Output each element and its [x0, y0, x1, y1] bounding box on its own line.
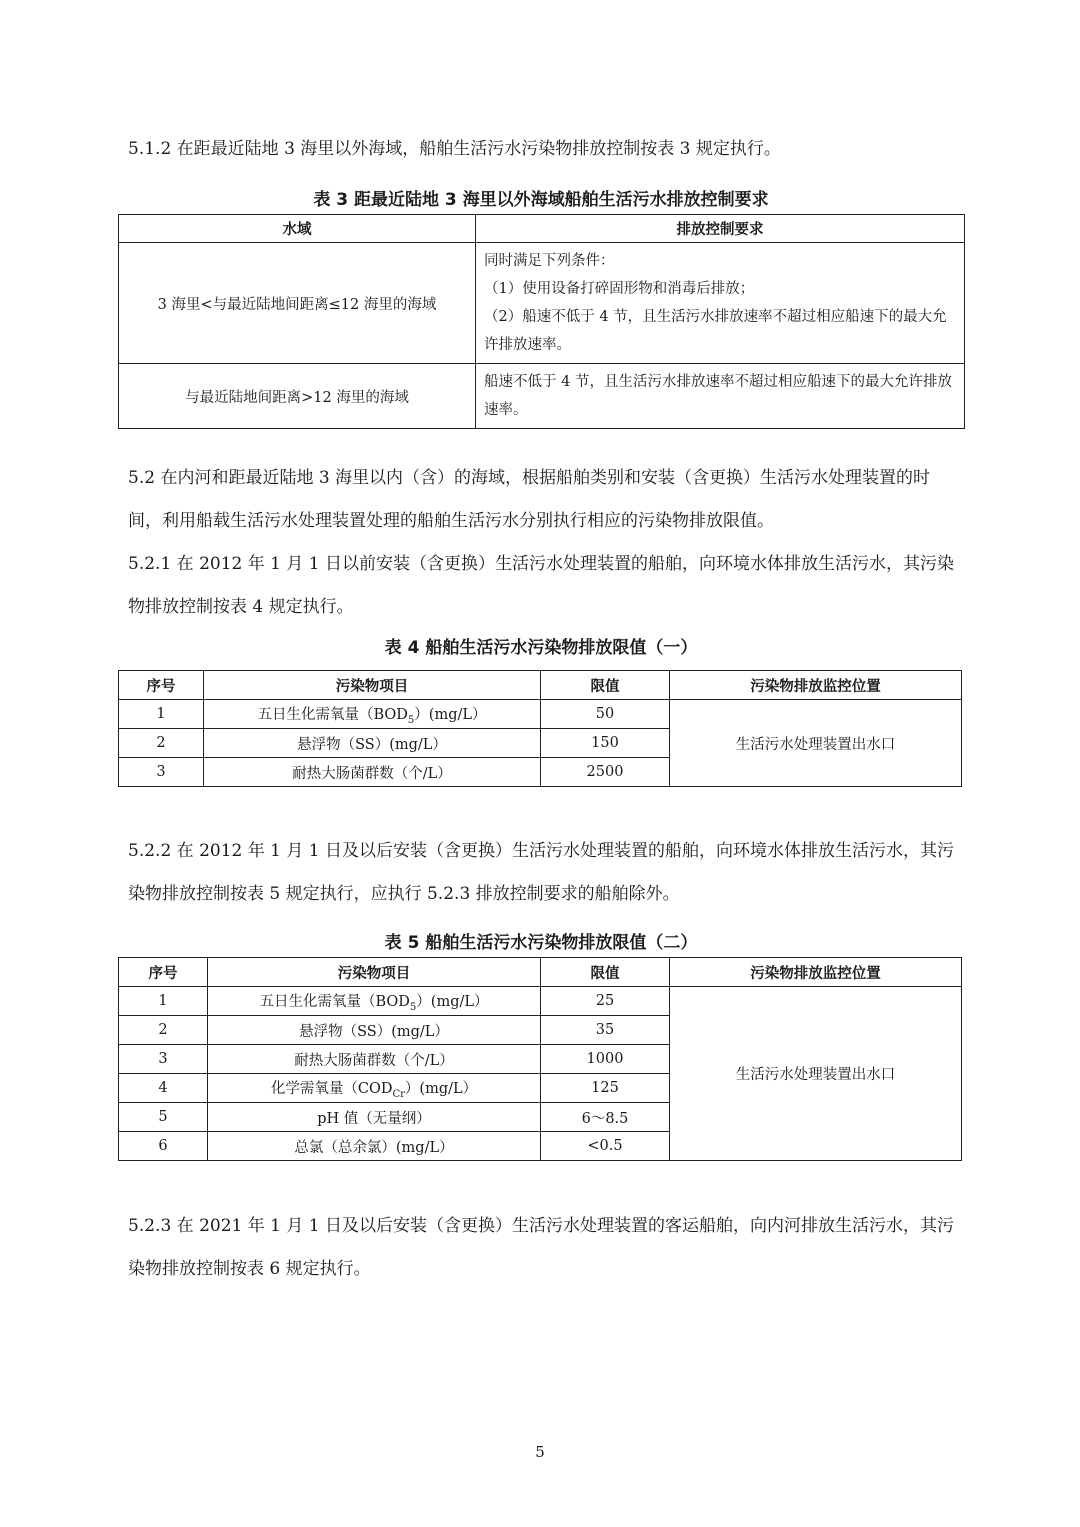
table5-header-item: 污染物项目 [208, 958, 541, 987]
limit-value: 50 [541, 700, 670, 729]
row-number: 1 [119, 987, 208, 1016]
pollutant-item: 耐热大肠菌群数（个/L） [204, 758, 541, 787]
row-number: 5 [119, 1103, 208, 1132]
table4-header-location: 污染物排放监控位置 [670, 671, 962, 700]
table5 [118, 957, 962, 1161]
table-row [119, 700, 962, 729]
row-number: 2 [119, 729, 204, 758]
table-row [119, 243, 965, 364]
row-number: 4 [119, 1074, 208, 1103]
table3-area-cell: 与最近陆地间距离>12 海里的海域 [119, 364, 476, 429]
table3-area-cell: 3 海里<与最近陆地间距离≤12 海里的海域 [119, 243, 476, 364]
limit-value: 2500 [541, 758, 670, 787]
monitoring-location: 生活污水处理装置出水口 [670, 700, 962, 787]
monitoring-location: 生活污水处理装置出水口 [670, 987, 962, 1161]
table3-requirement-cell [476, 364, 965, 429]
pollutant-item: 五日生化需氧量$(BOD_5)(mg/L)$ [204, 700, 541, 729]
table4-caption: 表 4 船舶生活污水污染物排放限值（一） [384, 638, 698, 658]
limit-value: 150 [541, 729, 670, 758]
pollutant-item: 总氯（总余氯）(mg/L） [208, 1132, 541, 1161]
requirement-line: （2）船速不低于 4 节，且生活污水排放速率不超过相应船速下的最大允许排放速率。 [484, 309, 947, 353]
table5-caption: 表 5 船舶生活污水污染物排放限值（二） [384, 933, 698, 953]
table5-header-limit: 限值 [541, 958, 670, 987]
pollutant-item: pH 值（无量纲） [208, 1103, 541, 1132]
table3-requirement-cell [476, 243, 965, 364]
table4 [118, 670, 962, 787]
table3 [118, 214, 965, 429]
row-number: 1 [119, 700, 204, 729]
page-number: 5 [535, 1443, 545, 1461]
paragraph-5-2-1: 5.2.1 在 2012 年 1 月 1 日以前安装（含更换）生活污水处理装置的船舶，向环境水体排放生活污水，其污染物排放控制按表 4 规定执行。 [128, 554, 954, 617]
limit-value: 25 [541, 987, 670, 1016]
pollutant-item: 耐热大肠菌群数（个/L） [208, 1045, 541, 1074]
requirement-line: （1）使用设备打碎固形物和消毒后排放； [484, 281, 755, 297]
pollutant-item: 化学需氧量$(COD_{Cr})(mg/L)$ [208, 1074, 541, 1103]
limit-value: <0.5 [541, 1132, 670, 1161]
requirement-line: 船速不低于 4 节，且生活污水排放速率不超过相应船速下的最大允许排放速率。 [484, 374, 952, 418]
table4-header-limit: 限值 [541, 671, 670, 700]
pollutant-item: 五日生化需氧量$(BOD_5)(mg/L)$ [208, 987, 541, 1016]
row-number: 2 [119, 1016, 208, 1045]
paragraph-5-2-3: 5.2.3 在 2021 年 1 月 1 日及以后安装（含更换）生活污水处理装置的客运船舶，向内河排放生活污水，其污染物排放控制按表 6 规定执行。 [128, 1216, 954, 1279]
requirement-line: 同时满足下列条件： [484, 253, 615, 269]
table3-caption: 表 3 距最近陆地 3 海里以外海域船舶生活污水排放控制要求 [313, 190, 769, 210]
table-row [119, 364, 965, 429]
paragraph-5-2: 5.2 在内河和距最近陆地 3 海里以内（含）的海域，根据船舶类别和安装（含更换）生活污水处理装置的时间，利用船载生活污水处理装置处理的船舶生活污水分别执行相应的污染物排放限值。 [128, 468, 931, 531]
table5-header-no: 序号 [119, 958, 208, 987]
table3-header-area: 水域 [119, 215, 476, 243]
paragraph-5-1-2: 5.1.2 在距最近陆地 3 海里以外海域，船舶生活污水污染物排放控制按表 3 规定执行。 [128, 139, 781, 159]
limit-value: 125 [541, 1074, 670, 1103]
table-row [119, 987, 962, 1016]
row-number: 3 [119, 1045, 208, 1074]
limit-value: 35 [541, 1016, 670, 1045]
limit-value: 1000 [541, 1045, 670, 1074]
pollutant-item: 悬浮物（SS）(mg/L） [204, 729, 541, 758]
row-number: 3 [119, 758, 204, 787]
table5-header-location: 污染物排放监控位置 [670, 958, 962, 987]
table4-header-no: 序号 [119, 671, 204, 700]
paragraph-5-2-2: 5.2.2 在 2012 年 1 月 1 日及以后安装（含更换）生活污水处理装置的船舶，向环境水体排放生活污水，其污染物排放控制按表 5 规定执行，应执行 5.2.3 排放控制要求的船舶除外。 [128, 841, 954, 904]
table4-header-item: 污染物项目 [204, 671, 541, 700]
row-number: 6 [119, 1132, 208, 1161]
limit-value: 6～8.5 [541, 1103, 670, 1132]
pollutant-item: 悬浮物（SS）(mg/L） [208, 1016, 541, 1045]
table3-header-requirement: 排放控制要求 [476, 215, 965, 243]
